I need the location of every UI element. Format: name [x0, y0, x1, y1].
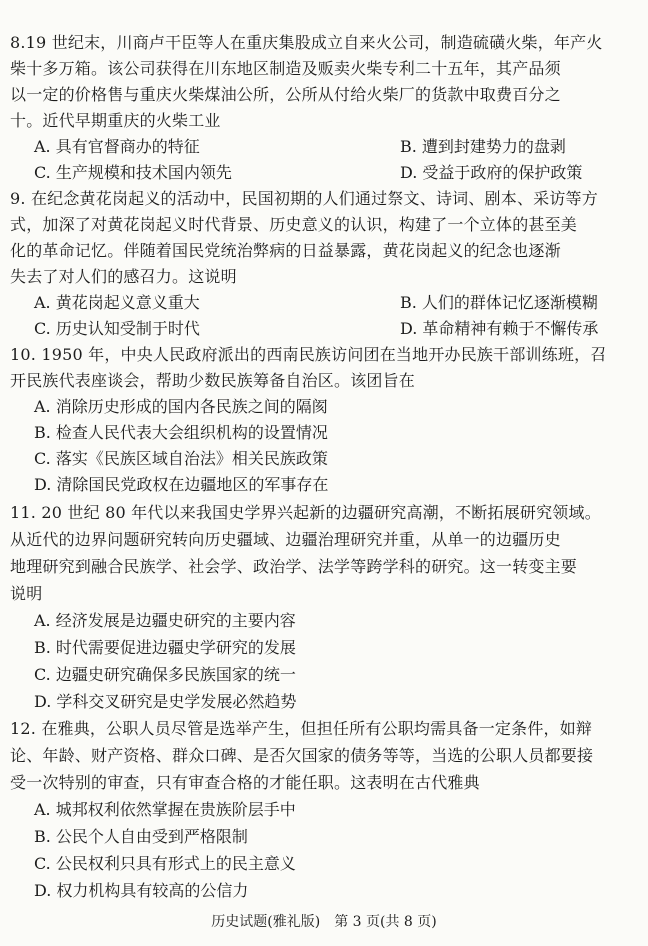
- question-9-stem-line: 式，加深了对黄花岗起义时代背景、历史意义的认识，构建了一个立体的甚至美: [10, 215, 578, 234]
- question-12-option-b[interactable]: B. 公民个人自由受到严格限制: [34, 827, 248, 846]
- question-11-stem-line: 地理研究到融合民族学、社会学、政治学、法学等跨学科的研究。这一转变主要: [10, 557, 578, 576]
- question-12-stem-line: 12. 在雅典，公职人员尽管是选举产生，但担任所有公职均需具备一定条件，如辩: [10, 719, 593, 738]
- question-8-stem-line: 柴十多万箱。该公司获得在川东地区制造及贩卖火柴专利二十五年，其产品须: [10, 59, 561, 78]
- page-footer: 历史试题(雅礼版) 第 3 页(共 8 页): [211, 914, 437, 930]
- question-11-stem-line: 从近代的边界问题研究转向历史疆域、边疆治理研究并重，从单一的边疆历史: [10, 530, 561, 549]
- question-8-stem-line: 8.19 世纪末，川商卢干臣等人在重庆集股成立自来火公司，制造硫磺火柴，年产火: [10, 33, 603, 52]
- question-8-option-a[interactable]: A. 具有官督商办的特征: [34, 137, 200, 156]
- question-8-stem-line: 十。近代早期重庆的火柴工业: [10, 111, 221, 130]
- question-9-option-b[interactable]: B. 人们的群体记忆逐渐模糊: [400, 293, 598, 312]
- question-11-stem-line: 说明: [10, 584, 43, 603]
- question-12-stem-line: 论、年龄、财产资格、群众口碑、是否欠国家的债务等等，当选的公职人员都要接: [10, 746, 594, 765]
- question-9-option-a[interactable]: A. 黄花岗起义意义重大: [34, 293, 200, 312]
- question-12-option-a[interactable]: A. 城邦权利依然掌握在贵族阶层手中: [34, 800, 296, 819]
- question-10-option-a[interactable]: A. 消除历史形成的国内各民族之间的隔阂: [34, 397, 328, 416]
- question-10-stem-line: 10. 1950 年，中央人民政府派出的西南民族访问团在当地开办民族干部训练班，召: [10, 345, 607, 364]
- question-9-option-c[interactable]: C. 历史认知受制于时代: [34, 319, 200, 338]
- question-12-option-c[interactable]: C. 公民权利只具有形式上的民主意义: [34, 854, 296, 873]
- question-11-option-a[interactable]: A. 经济发展是边疆史研究的主要内容: [34, 611, 296, 630]
- question-10-option-c[interactable]: C. 落实《民族区域自治法》相关民族政策: [34, 449, 328, 468]
- question-8-option-c[interactable]: C. 生产规模和技术国内领先: [34, 163, 232, 182]
- question-9-stem-line: 失去了对人们的感召力。这说明: [10, 267, 237, 286]
- question-9-stem-line: 9. 在纪念黄花岗起义的活动中，民国初期的人们通过祭文、诗词、剧本、采访等方: [10, 189, 598, 208]
- question-10-option-d[interactable]: D. 清除国民党政权在边疆地区的军事存在: [34, 475, 329, 494]
- question-10-stem-line: 开民族代表座谈会，帮助少数民族筹备自治区。该团旨在: [10, 371, 416, 390]
- question-8-option-b[interactable]: B. 遭到封建势力的盘剥: [400, 137, 566, 156]
- question-11-stem-line: 11. 20 世纪 80 年代以来我国史学界兴起新的边疆研究高潮，不断拓展研究领域。: [10, 503, 601, 522]
- question-11-option-b[interactable]: B. 时代需要促进边疆史学研究的发展: [34, 638, 296, 657]
- question-8-stem-line: 以一定的价格售与重庆火柴煤油公所，公所从付给火柴厂的货款中取费百分之: [10, 85, 561, 104]
- question-12-stem-line: 受一次特别的审查，只有审查合格的才能任职。这表明在古代雅典: [10, 773, 480, 792]
- question-8-option-d[interactable]: D. 受益于政府的保护政策: [400, 163, 583, 182]
- question-11-option-d[interactable]: D. 学科交叉研究是史学发展必然趋势: [34, 692, 297, 711]
- question-10-option-b[interactable]: B. 检查人民代表大会组织机构的设置情况: [34, 423, 328, 442]
- question-9-option-d[interactable]: D. 革命精神有赖于不懈传承: [400, 319, 599, 338]
- question-11-option-c[interactable]: C. 边疆史研究确保多民族国家的统一: [34, 665, 296, 684]
- question-9-stem-line: 化的革命记忆。伴随着国民党统治弊病的日益暴露，黄花岗起义的纪念也逐渐: [10, 241, 561, 260]
- question-12-option-d[interactable]: D. 权力机构具有较高的公信力: [34, 881, 249, 900]
